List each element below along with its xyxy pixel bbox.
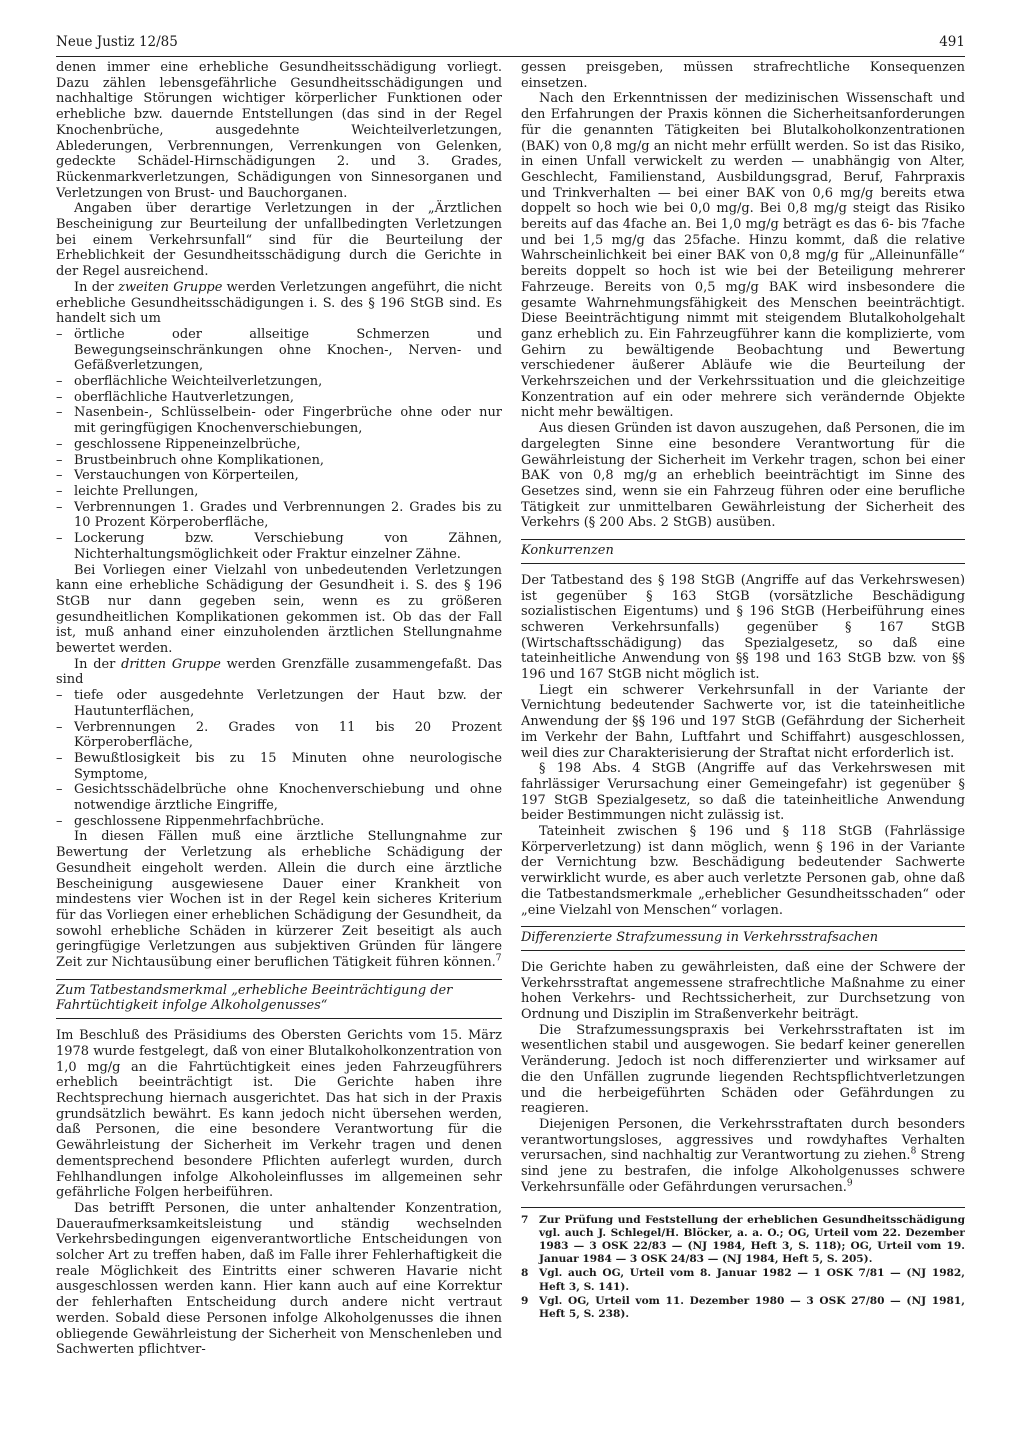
paragraph: Im Beschluß des Präsidiums des Obersten Gerichts vom 15. März 1978 wurde festgelegt, daß von einer Blutalkoholkonzentration von 1,0 mg/g an die Fahrtüchtigkeit eines jeden Fahrzeugführers erheblich beeinträchtigt ist. Die Gerichte haben ihre Rechtsprechung hiernach ausgerichtet. Das hat sich in der Praxis grundsätzlich bewährt. Es kann jedoch nicht übersehen werden, daß Personen, die eine besondere Verantwortung für die Gewährleistung der Sicherheit im Verkehr tragen und denen dementsprechend besondere Pflichten auferlegt wurden, durch Fehlhandlungen infolge Alkoholeinflusses im allgemeinen sehr gefährliche Folgen herbeiführen. [56,1028,502,1201]
paragraph: gessen preisgeben, müssen strafrechtliche Konsequenzen einsetzen. [521,60,965,91]
footnote-number: 7 [521,1213,529,1226]
paragraph: Angaben über derartige Verletzungen in der „Ärztlichen Bescheinigung zur Beurteilung der unfallbedingten Verletzungen bei einem Verkehrsunfall“ sind für die Beurteilung der Erheblichkeit der Gesundheitsschädigung durch die Gerichte in der Regel ausreichend. [56,201,502,280]
paragraph: Bei Vorliegen einer Vielzahl von unbedeutenden Verletzungen kann eine erhebliche Schädigung der Gesundheit i. S. des § 196 StGB nur dann gegeben sein, wenn es zu größeren gesundheitlichen Komplikationen gekommen ist. Ob das der Fall ist, muß anhand einer einzuholenden ärztlichen Stellungnahme bewertet werden. [56,562,502,657]
list-item: – Brustbeinbruch ohne Komplikationen, [56,453,502,469]
list-item: – Bewußtlosigkeit bis zu 15 Minuten ohne neurologische Symptome, [56,751,502,782]
footnote-divider [521,1207,965,1208]
paragraph: In der dritten Gruppe werden Grenzfälle zusammengefaßt. Das sind [56,656,502,688]
paragraph: In der zweiten Gruppe werden Verletzungen angeführt, die nicht erhebliche Gesundheitsschädigungen i. S. des § 196 StGB sind. Es handelt sich um [56,279,502,327]
footnote [521,1267,965,1293]
section-heading: Konkurrenzen [521,539,965,564]
emphasis: dritten Gruppe [121,656,221,672]
footnotes [521,1214,965,1322]
footnote-ref[interactable]: 9 [846,1178,853,1189]
footnote-ref[interactable]: 7 [495,953,502,964]
paragraph: Die Gerichte haben zu gewährleisten, daß eine der Schwere der Verkehrsstraftat angemessene strafrechtliche Maßnahme zu einer hohen Verkehrs- und Rechtssicherheit, zur Durchsetzung von Ordnung und Disziplin im Straßenverkehr beiträgt. [521,959,965,1023]
paragraph: Aus diesen Gründen ist davon auszugehen, daß Personen, die im dargelegten Sinne eine besondere Verantwortung für die Gewährleistung der Sicherheit im Verkehr tragen, schon bei einer BAK von 0,8 mg/g an erheblich beeinträchtigt im Sinne des Gesetzes sind, wenn sie ein Fahrzeug führen oder eine berufliche Tätigkeit zur unmittelbaren Gewährleistung der Sicherheit des Verkehrs (§ 200 Abs. 2 StGB) ausüben. [521,421,965,531]
paragraph: Tateinheit zwischen § 196 und § 118 StGB (Fahrlässige Körperverletzung) ist dann möglich, wenn § 196 in der Variante der Vernichtung bzw. Beschädigung bedeutender Sachwerte verwirklicht wurde, es aber auch verletzte Personen gab, ohne daß die Tatbestandsmerkmale „erheblicher Gesundheitsschaden“ oder „eine Vielzahl von Menschen“ vorlagen. [521,824,965,918]
paragraph: Diejenigen Personen, die Verkehrsstraftaten durch besonders verantwortungsloses, aggressives und rowdyhaftes Verhalten verursachen, sind nachhaltig zur Verantwortung zu ziehen.$^8$ Streng sind jene zu bestrafen, die infolge Alkoholgenusses schwere Verkehrsunfälle oder Gefährdungen verursachen.$^9$ [521,1117,965,1195]
left-column [56,60,502,1425]
list-item: – Nasenbein-, Schlüsselbein- oder Fingerbrüche ohne oder nur mit geringfügigen Knochenverschiebungen, [56,405,502,436]
list-item: – oberflächliche Weichteilverletzungen, [56,374,502,390]
list-third-group [56,688,502,829]
paragraph: § 198 Abs. 4 StGB (Angriffe auf das Verkehrswesen mit fahrlässiger Verursachung einer Gemeingefahr) ist gegenüber § 197 StGB Spezialgesetz, so daß die tateinheitliche Anwendung beider Bestimmungen nicht zulässig ist. [521,761,965,824]
list-item: – Gesichtsschädelbrüche ohne Knochenverschiebung und ohne notwendige ärztliche Eingriffe, [56,782,502,813]
list-item: – Verbrennungen 2. Grades von 11 bis 20 Prozent Körperoberfläche, [56,720,502,751]
list-item: – geschlossene Rippeneinzelbrüche, [56,437,502,453]
paragraph: Liegt ein schwerer Verkehrsunfall in der Variante der Vernichtung bedeutender Sachwerte vor, ist die tateinheitliche Anwendung der §§ 196 und 197 StGB (Gefährdung der Sicherheit im Verkehr der Bahn, Luftfahrt und Schiffahrt) ausgeschlossen, weil dies zur Charakterisierung der Straftat nicht erforderlich ist. [521,682,965,761]
list-item: – Verbrennungen 1. Grades und Verbrennungen 2. Grades bis zu 10 Prozent Körperoberfläche, [56,500,502,531]
footnote [521,1295,965,1321]
right-column [521,60,965,1425]
footnote-text: Vgl. OG, Urteil vom 11. Dezember 1980 — 3 OSK 27/80 — (NJ 1981, Heft 5, S. 238). [539,1294,965,1320]
list-item: – leichte Prellungen, [56,484,502,500]
paragraph: denen immer eine erhebliche Gesundheitsschädigung vorliegt. Dazu zählen lebensgefährliche Gesundheitsschädigungen und nachhaltige Störungen wichtiger körperlicher Funktionen oder erhebliche bzw. dauernde Entstellungen (das sind in der Regel Knochenbrüche, ausgedehnte Weichteilverletzungen, Ablederungen, Verbrennungen, Verrenkungen von Gelenken, gedeckte Schädel-Hirnschädigungen 2. und 3. Grades, Rückenmarkverletzungen, Schädigungen von Sinnesorganen und Verletzungen von Brust- und Bauchorganen. [56,60,502,201]
paragraph: Die Strafzumessungspraxis bei Verkehrsstraftaten ist im wesentlichen stabil und ausgewogen. Sie bedarf keiner generellen Veränderung. Jedoch ist noch differenzierter und wirksamer auf die den Unfällen zugrunde liegenden Rechtspflichtverletzungen und die herbeigeführten Schäden oder Gefährdungen zu reagieren. [521,1022,965,1117]
footnote-text: Zur Prüfung und Feststellung der erheblichen Gesundheitsschädigung vgl. auch J. Schlegel/H. Blöcker, a. a. O.; OG, Urteil vom 22. Dezember 1983 — 3 OSK 22/83 — (NJ 1984, Heft 3, S. 118); OG, Urteil vom 19. Januar 1984 — 3 OSK 24/83 — (NJ 1984, Heft 5, S. 205). [539,1213,965,1266]
list-item: – Lockerung bzw. Verschiebung von Zähnen, Nichterhaltungsmöglichkeit oder Fraktur einzelner Zähne. [56,531,502,562]
paragraph: Nach den Erkenntnissen der medizinischen Wissenschaft und den Erfahrungen der Praxis können die Sicherheitsanforderungen für die genannten Tätigkeiten bei Blutalkoholkonzentrationen (BAK) von 0,8 mg/g an nicht mehr erfüllt werden. So ist das Risiko, in einen Unfall verwickelt zu werden — unabhängig von Alter, Geschlecht, Familienstand, Ausbildungsgrad, Beruf, Fahrpraxis und Trinkverhalten — bei einer BAK von 0,6 mg/g bereits etwa doppelt so hoch wie bei 0,0 mg/g. Bei 0,8 mg/g steigt das Risiko bereits auf das 4fache an. Bei 1,0 mg/g beträgt es das 6- bis 7fache und bei 1,5 mg/g das 25fache. Hinzu kommt, daß die relative Wahrscheinlichkeit bei einer BAK von 0,8 mg/g für „Alleinunfälle“ bereits doppelt so hoch ist wie bei der Beteiligung mehrerer Fahrzeuge. Bereits von 0,5 mg/g BAK wird insbesondere die gesamte Wahrnehmungsfähigkeit des Menschen beeinträchtigt. Diese Beeinträchtigung nimmt mit steigendem Blutalkoholgehalt ganz erheblich zu. Ein Fahrzeugführer kann die komplizierte, vom Gehirn zu bewältigende Beobachtung und Bewertung verschiedener äußerer Abläufe wie die Beurteilung der Verkehrszeichen und der Verkehrssituation und die gleichzeitige Konzentration auf ein oder mehrere sich verändernde Objekte nicht mehr bewältigen. [521,91,965,421]
list-second-group [56,327,502,563]
section-heading: Zum Tatbestandsmerkmal „erhebliche Beeinträchtigung der Fahrtüchtigkeit infolge Alkoholgenusses“ [56,979,502,1019]
list-item: – oberflächliche Hautverletzungen, [56,390,502,406]
section-heading: Differenzierte Strafzumessung in Verkehrsstrafsachen [521,926,965,951]
list-item: – Verstauchungen von Körperteilen, [56,468,502,484]
running-head [56,34,965,57]
journal-title: Neue Justiz 12/85 [56,34,178,50]
list-item: – geschlossene Rippenmehrfachbrüche. [56,814,502,830]
paragraph: Das betrifft Personen, die unter anhaltender Konzentration, Daueraufmerksamkeitsleistung und ständig wechselnden Verkehrsbedingungen eigenverantwortliche Entscheidungen von solcher Art zu treffen haben, daß im Falle ihrer Fehlerhaftigkeit die reale Möglichkeit des Eintritts einer schweren Havarie nicht ausgeschlossen werden kann. Hier kann auch auf eine Korrektur der fehlerhaften Entscheidung durch andere nicht vertraut werden. Sobald diese Personen infolge Alkoholgenusses die ihnen obliegende Gewährleistung der Sicherheit von Menschenleben und Sachwerten pflichtver- [56,1200,502,1358]
paragraph: Der Tatbestand des § 198 StGB (Angriffe auf das Verkehrswesen) ist gegenüber § 163 StGB (vorsätzliche Beschädigung sozialistischen Eigentums) und § 196 StGB (Herbeiführung eines schweren Verkehrsunfalls) gegenüber § 167 StGB (Wirtschaftsschädigung) das Spezialgesetz, so daß eine tateinheitliche Anwendung von §§ 198 und 163 StGB bzw. von §§ 196 und 167 StGB nicht möglich ist. [521,572,965,683]
list-item: – tiefe oder ausgedehnte Verletzungen der Haut bzw. der Hautunterflächen, [56,688,502,719]
footnote-ref[interactable]: 8 [910,1147,917,1158]
list-item: – örtliche oder allseitige Schmerzen und Bewegungseinschränkungen ohne Knochen-, Nerven- und Gefäßverletzungen, [56,327,502,374]
footnote-number: 9 [521,1294,529,1307]
emphasis: zweiten Gruppe [118,279,223,295]
footnote-text: Vgl. auch OG, Urteil vom 8. Januar 1982 — 1 OSK 7/81 — (NJ 1982, Heft 3, S. 141). [539,1267,965,1293]
footnote-number: 8 [521,1267,529,1280]
footnote [521,1214,965,1267]
page-number: 491 [939,34,965,50]
paragraph: In diesen Fällen muß eine ärztliche Stellungnahme zur Bewertung der Verletzung als erhebliche Schädigung der Gesundheit eingeholt werden. Allein die durch eine ärztliche Bescheinigung ausgewiesene Dauer einer Krankheit von mindestens vier Wochen ist in der Regel kein sicheres Kriterium für das Vorliegen einer erheblichen Schädigung der Gesundheit, da sowohl erhebliche Schäden in kürzerer Zeit beseitigt als auch geringfügige Verletzungen aus subjektiven Gründen für längere Zeit zur Nichtausübung einer beruflichen Tätigkeit führen können.$^7$ [56,829,502,971]
